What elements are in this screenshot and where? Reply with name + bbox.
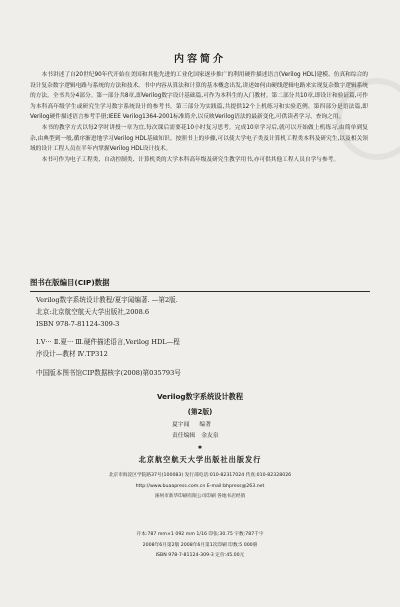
cip-subject-line: 序设计—教材 Ⅳ.TP312 (36, 350, 108, 359)
author-role: 编著 (199, 422, 212, 428)
credits (172, 420, 219, 441)
edition-line: 2008年6月第2版 2008年6月第1次印刷 印数:5 000册 (142, 542, 258, 548)
address-line: 北京市海淀区学院路37号(100083) 发行部电话:010-82317024 传真:010-82328026 (108, 473, 292, 478)
asterisk-mark: ✱ (197, 445, 203, 451)
format-line: 开本:787 mm×1 092 mm 1/16 印张:30.75 字数:787千字 (136, 532, 264, 537)
summary-paragraph: 本书讲述了自20世纪90年代开始在美国和其他先进的工业化国家逐步推广的利用硬件描述语言(Verilog HDL)建模、仿真和综合的设计复杂数字逻辑电路与系统的方法和技术。书中内容从算法和计算的基本概念出发,讲述如何由硬线逻辑电路来实现复杂数字逻辑系统的方法。全书共分4部分。第一部分共8章,即Verilog数字设计基础篇,可作为本科生的入门教材。第二部分共10章,即设计和验证篇,可作为本科高年级学生或研究生学习数字系统设计的参考书。第三部分为实践篇,共提供12个上机练习和实验范例。第四部分是语法篇,即Verilog硬件描述语言参考手册;IEEE Verilog1364-2001标准简介,以反映Verilog语法的最新变化,可供读者学习、查询之用。 (30, 72, 368, 121)
summary-title: 内容简介 (174, 54, 226, 65)
cip-heading: 图书在版编目(CIP)数据 (30, 278, 110, 287)
cip-divider (30, 291, 370, 292)
edition-label: (第2版) (187, 408, 213, 416)
cip-line: Verilog数字系统设计教程/夏宇闻编著. —第2版. (36, 296, 178, 304)
author-row (172, 420, 219, 431)
cip-line: 北京:北京航空航天大学出版社,2008.6 (36, 307, 150, 316)
cip-block (36, 295, 366, 380)
summary-paragraph: 本书的教学方式以每2学时讲授一章为宜,每次课后需要花10小时复习思考。完成10章学习后,就可以开始做上机练习,由简单到复杂,由典型到一般,循序渐进地学习Verilog HDL基础知识。按照书上的步骤,可以使大学电子类及计算机工程类本科及研究生,以及相关领域的设计工程人员在半年内掌握Verilog HDL设计技术。 (30, 124, 368, 153)
editor-row (172, 431, 219, 442)
printer-line: 涿州市新华印刷有限公司印刷 各地书店经销 (154, 494, 246, 500)
print-specs (0, 530, 400, 562)
publisher-info (28, 471, 372, 503)
author-name: 夏宇闻 (172, 422, 190, 428)
publisher-line: 北京航空航天大学出版社出版发行 (138, 455, 262, 464)
summary-paragraph: 本书可作为电子工程类、自动控制类、计算机类的大学本科高年级及研究生教学用书,亦可供其他工程人员自学与参考。 (41, 156, 340, 163)
cip-subject-line: Ⅰ.V··· Ⅱ.夏··· Ⅲ.硬件描述语言,Verilog HDL—程 (36, 338, 180, 347)
isbn-price-line: ISBN 978-7-81124-309-3 定价:45.00元 (155, 553, 245, 558)
web-line: http://www.buaapress.com.cn E-mail:bhpress@263.net (135, 483, 265, 489)
editor-name: 金友泉 (201, 432, 219, 439)
cip-line: ISBN 978-7-81124-309-3 (36, 319, 120, 328)
summary-body (30, 70, 368, 165)
book-title: Verilog数字系统设计教程 (156, 392, 244, 401)
editor-label: 责任编辑 (172, 432, 196, 439)
cip-catalog-line: 中国版本图书馆CIP数据核字(2008)第035793号 (36, 368, 181, 377)
